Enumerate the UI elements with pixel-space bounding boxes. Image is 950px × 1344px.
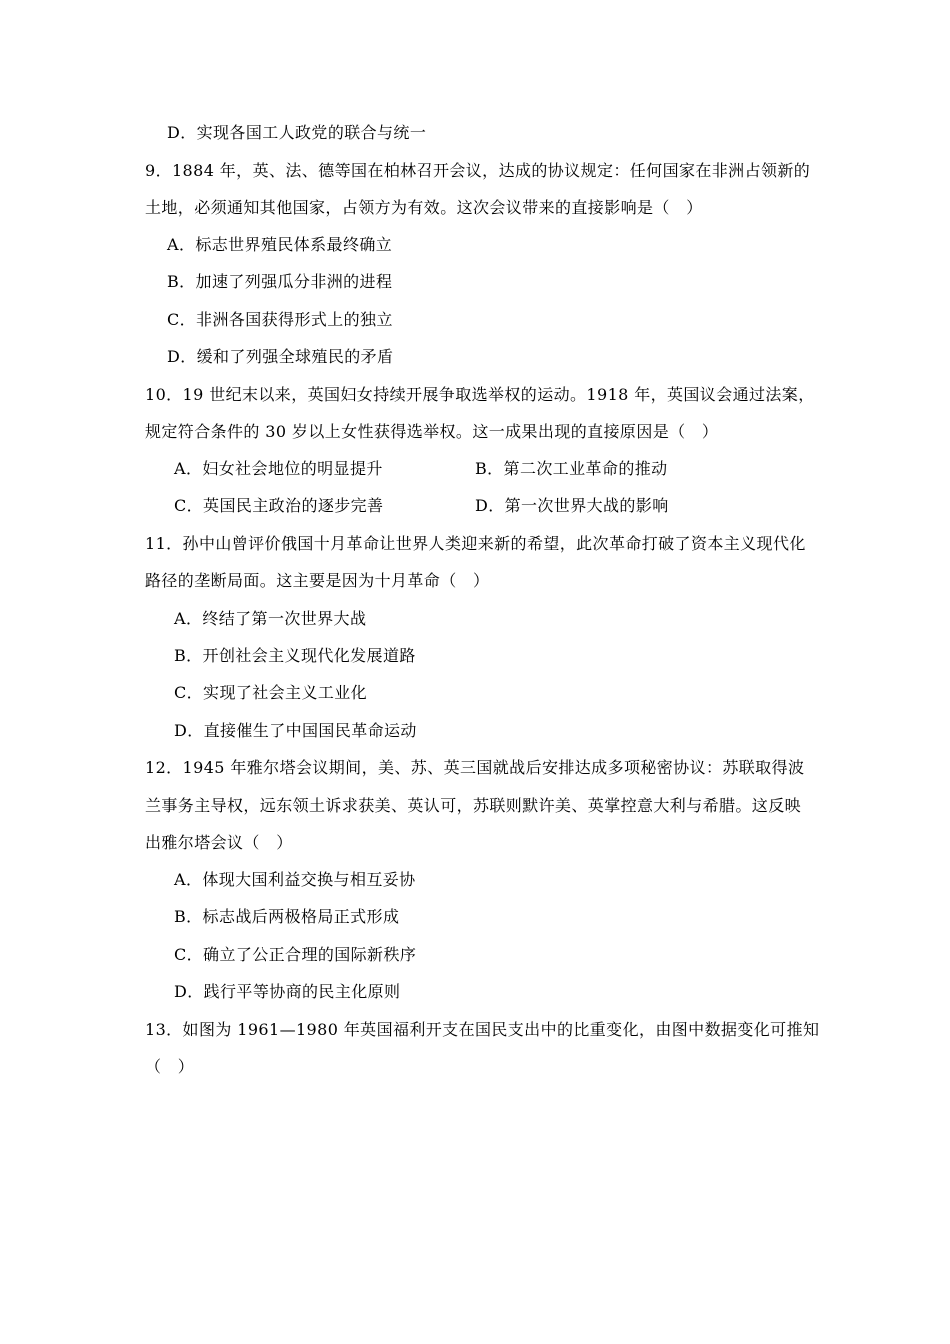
q8-option-d: D．实现各国工人政党的联合与统一 (167, 123, 427, 142)
q10-option-d: D．第一次世界大战的影响 (475, 496, 669, 515)
q10-option-a: A．妇女社会地位的明显提升 (174, 459, 383, 478)
q11-option-d: D．直接催生了中国国民革命运动 (174, 721, 417, 740)
q12-option-d: D．践行平等协商的民主化原则 (174, 982, 401, 1001)
q9-option-b: B．加速了列强瓜分非洲的进程 (167, 272, 393, 291)
q12-option-b: B．标志战后两极格局正式形成 (174, 907, 400, 926)
q10-option-c: C．英国民主政治的逐步完善 (174, 496, 384, 515)
q11-option-c: C．实现了社会主义工业化 (174, 683, 368, 702)
q12-option-c: C．确立了公正合理的国际新秩序 (174, 945, 417, 964)
q11-stem-line2: 路径的垄断局面。这主要是因为十月革命（ ） (145, 571, 490, 590)
q12-stem-line2: 兰事务主导权，远东领土诉求获美、英认可，苏联则默许美、英掌控意大利与希腊。这反映 (145, 796, 802, 815)
q12-stem-line1: 12．1945 年雅尔塔会议期间，美、苏、英三国就战后安排达成多项秘密协议：苏联取得波 (145, 758, 805, 777)
q12-option-a: A．体现大国利益交换与相互妥协 (174, 870, 416, 889)
q12-stem-line3: 出雅尔塔会议（ ） (145, 833, 293, 852)
q9-option-d: D．缓和了列强全球殖民的矛盾 (167, 347, 394, 366)
q10-stem-line2: 规定符合条件的 30 岁以上女性获得选举权。这一成果出现的直接原因是（ ） (145, 422, 719, 441)
q9-stem-line1: 9．1884 年，英、法、德等国在柏林召开会议，达成的协议规定：任何国家在非洲占领新的 (145, 161, 811, 180)
q13-stem-line2: （ ） (145, 1057, 195, 1076)
q11-option-a: A．终结了第一次世界大战 (174, 609, 367, 628)
q9-option-c: C．非洲各国获得形式上的独立 (167, 310, 393, 329)
q11-stem-line1: 11．孙中山曾评价俄国十月革命让世界人类迎来新的希望，此次革命打破了资本主义现代化 (145, 534, 806, 553)
q13-stem-line1: 13．如图为 1961—1980 年英国福利开支在国民支出中的比重变化，由图中数据变化可推知 (145, 1020, 820, 1039)
q11-option-b: B．开创社会主义现代化发展道路 (174, 646, 416, 665)
q9-option-a: A．标志世界殖民体系最终确立 (167, 235, 393, 254)
q10-stem-line1: 10．19 世纪末以来，英国妇女持续开展争取选举权的运动。1918 年，英国议会通过法案， (145, 385, 815, 404)
q10-option-b: B．第二次工业革命的推动 (475, 459, 668, 478)
q9-stem-line2: 土地，必须通知其他国家，占领方为有效。这次会议带来的直接影响是（ ） (145, 198, 703, 217)
